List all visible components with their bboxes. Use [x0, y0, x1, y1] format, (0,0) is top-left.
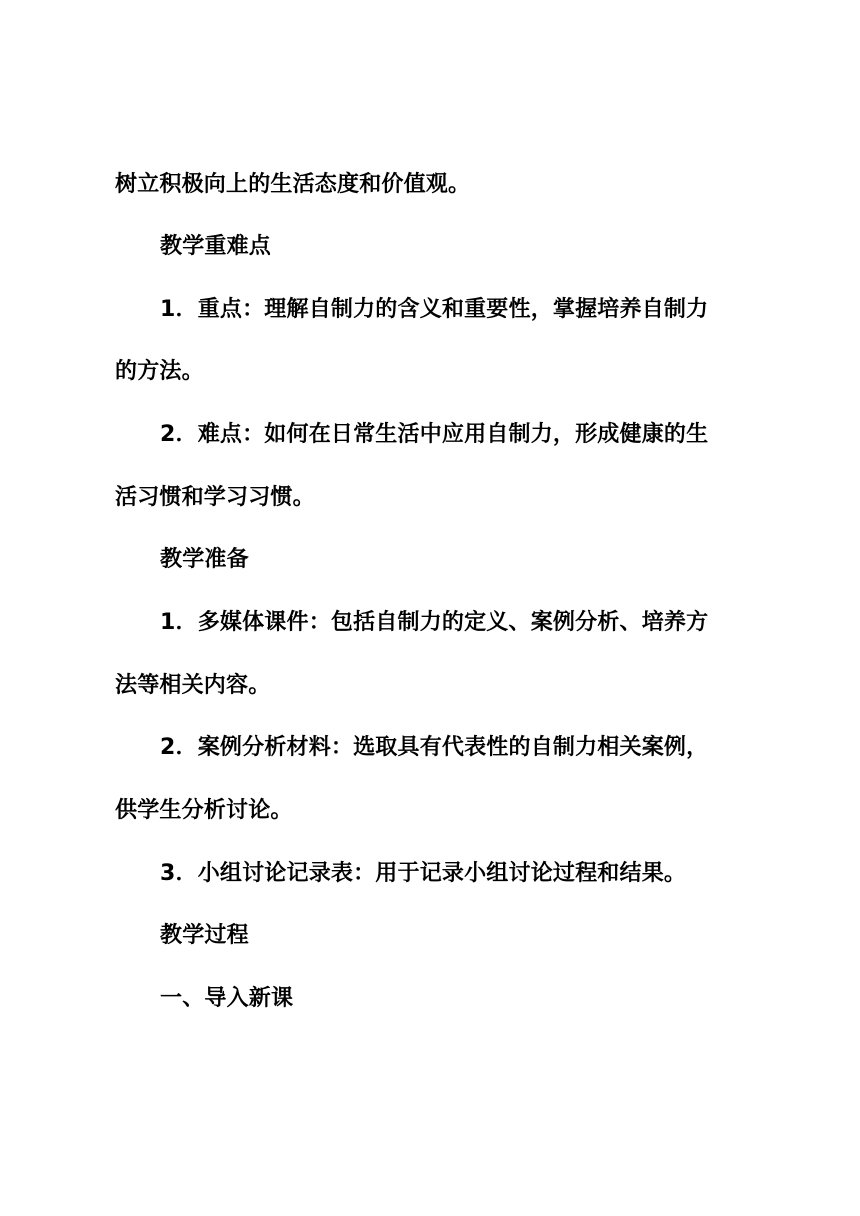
body-text-line: 的方法。	[115, 359, 204, 384]
subsection-heading-intro: 一、导入新课	[160, 986, 294, 1011]
section-heading-key-points: 教学重难点	[160, 234, 272, 259]
list-item-difficulty: 2．难点：如何在日常生活中应用自制力，形成健康的生	[160, 422, 709, 447]
body-text-line: 供学生分析讨论。	[115, 798, 293, 823]
body-text-line: 树立积极向上的生活态度和价值观。	[115, 172, 471, 197]
list-item-key-point: 1．重点：理解自制力的含义和重要性，掌握培养自制力	[160, 297, 709, 322]
body-text-line: 活习惯和学习习惯。	[115, 485, 315, 510]
body-text-line: 法等相关内容。	[115, 673, 271, 698]
list-item-record-sheet: 3．小组讨论记录表：用于记录小组讨论过程和结果。	[160, 861, 687, 886]
section-heading-preparation: 教学准备	[160, 547, 249, 572]
list-item-case-materials: 2．案例分析材料：选取具有代表性的自制力相关案例，	[160, 735, 709, 760]
section-heading-process: 教学过程	[160, 923, 249, 948]
list-item-multimedia: 1．多媒体课件：包括自制力的定义、案例分析、培养方	[160, 610, 709, 635]
